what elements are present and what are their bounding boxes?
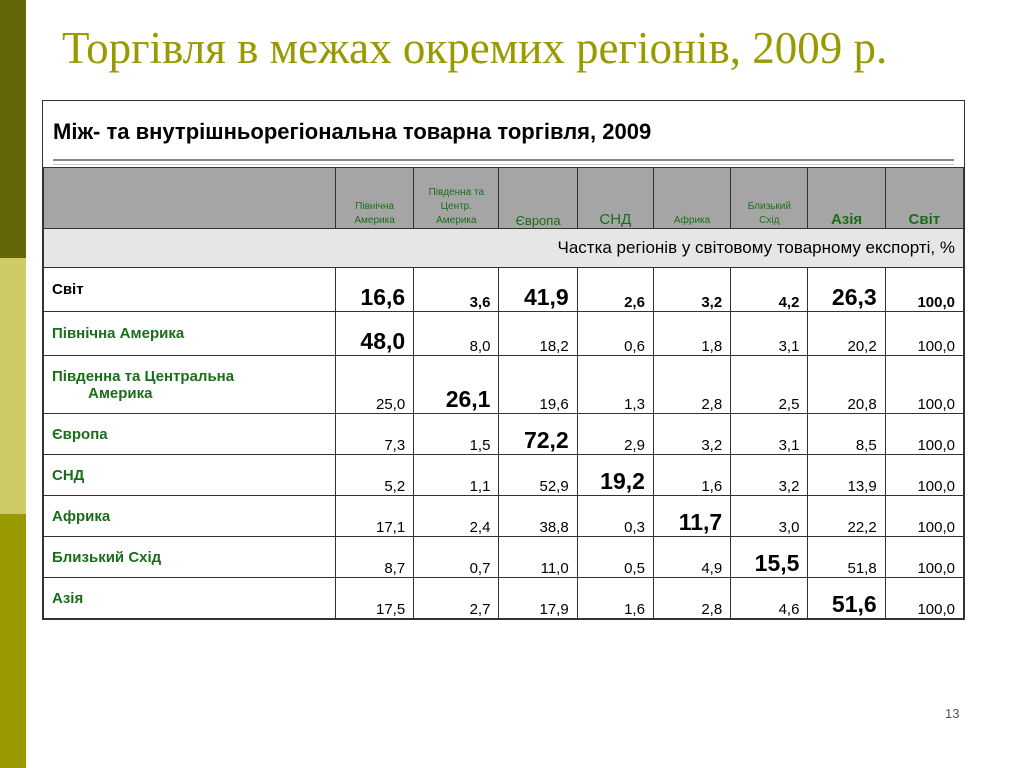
col-header-middle-east: Близький Схід — [731, 168, 808, 229]
row-label-text: Північна Америка — [52, 325, 185, 342]
cell-value: 1,8 — [701, 338, 723, 355]
table-cell — [653, 496, 730, 537]
cell-value: 8,5 — [855, 437, 877, 454]
cell-value: 2,4 — [469, 519, 491, 536]
sidebar-block-olive — [0, 514, 26, 768]
cell-value: 26,3 — [831, 284, 877, 310]
table-cell — [653, 578, 730, 619]
cell-value: 2,9 — [624, 437, 645, 454]
table-cell — [731, 537, 808, 578]
cell-value: 3,2 — [778, 478, 800, 495]
cell-value: 20,2 — [847, 338, 877, 355]
cell-value: 100,0 — [917, 519, 955, 536]
cell-value: 16,6 — [360, 284, 406, 310]
cell-value: 2,8 — [701, 601, 723, 618]
column-header-row — [44, 168, 964, 229]
table-cell — [653, 312, 730, 356]
table-cell — [731, 356, 808, 414]
table-cell — [885, 578, 963, 619]
cell-value: 38,8 — [539, 519, 569, 536]
table-cell — [808, 414, 885, 455]
col-header-cis: СНД — [577, 168, 653, 229]
table-row — [44, 268, 964, 312]
table-cell — [808, 268, 885, 312]
table-cell — [577, 496, 653, 537]
table-cell — [577, 537, 653, 578]
cell-value: 100,0 — [917, 478, 955, 495]
table-cell — [653, 268, 730, 312]
table-cell — [808, 578, 885, 619]
cell-value: 3,1 — [778, 338, 800, 355]
table-row — [44, 537, 964, 578]
cell-value: 22,2 — [847, 519, 877, 536]
cell-value: 7,3 — [384, 437, 406, 454]
cell-value: 0,7 — [469, 560, 491, 577]
table-cell — [414, 312, 499, 356]
table-cell — [731, 414, 808, 455]
row-label-text: Близький Схід — [52, 548, 162, 566]
cell-value: 4,9 — [701, 560, 723, 577]
subheader-row — [44, 229, 964, 268]
table-cell — [808, 496, 885, 537]
cell-value: 1,6 — [701, 478, 723, 495]
cell-value: 48,0 — [360, 328, 406, 354]
table-cell — [499, 312, 577, 356]
row-label — [44, 578, 336, 619]
cell-value: 18,2 — [539, 338, 569, 355]
table-cell — [499, 268, 577, 312]
table-cell — [335, 268, 413, 312]
cell-value: 4,6 — [778, 601, 800, 618]
table-row — [44, 455, 964, 496]
table-cell — [653, 356, 730, 414]
trade-table — [43, 167, 964, 619]
cell-value: 3,2 — [701, 294, 723, 311]
cell-value: 1,6 — [624, 601, 645, 618]
sidebar-block-light — [0, 258, 26, 514]
table-cell — [577, 414, 653, 455]
cell-value: 3,1 — [778, 437, 800, 454]
page-number: 13 — [945, 706, 960, 721]
cell-value: 17,5 — [375, 601, 406, 618]
cell-value: 0,6 — [624, 338, 645, 355]
table-cell — [414, 496, 499, 537]
cell-value: 2,6 — [624, 294, 645, 311]
table-cell — [653, 414, 730, 455]
cell-value: 51,8 — [847, 560, 877, 577]
table-cell — [414, 414, 499, 455]
row-label-text: СНД — [52, 466, 85, 484]
cell-value: 19,6 — [539, 396, 569, 413]
table-cell — [577, 455, 653, 496]
table-cell — [885, 537, 963, 578]
table-cell — [414, 356, 499, 414]
table-cell — [731, 496, 808, 537]
table-cell — [499, 496, 577, 537]
table-cell — [577, 268, 653, 312]
cell-value: 4,2 — [778, 294, 800, 311]
cell-value: 100,0 — [917, 294, 955, 311]
table-cell — [499, 414, 577, 455]
table-cell — [499, 356, 577, 414]
export-share-caption: Частка регіонів у світовому товарному експорті, % — [44, 229, 964, 268]
table-cell — [414, 537, 499, 578]
table-cell — [335, 537, 413, 578]
table-cell — [731, 268, 808, 312]
table-cell — [808, 455, 885, 496]
sidebar-decoration — [0, 0, 26, 768]
cell-value: 1,3 — [624, 396, 645, 413]
table-cell — [577, 578, 653, 619]
table-cell — [414, 455, 499, 496]
table-cell — [335, 496, 413, 537]
table-row — [44, 312, 964, 356]
cell-value: 3,2 — [701, 437, 723, 454]
table-cell — [414, 578, 499, 619]
cell-value: 100,0 — [917, 601, 955, 618]
table-row — [44, 356, 964, 414]
cell-value: 1,1 — [469, 478, 491, 495]
row-label-text: Світ — [52, 281, 84, 298]
cell-value: 100,0 — [917, 338, 955, 355]
cell-value: 100,0 — [917, 560, 955, 577]
cell-value: 17,9 — [539, 601, 569, 618]
row-label — [44, 537, 336, 578]
table-cell — [335, 312, 413, 356]
table-row — [44, 578, 964, 619]
row-label-text-line2: Америка — [88, 384, 153, 402]
table-cell — [808, 312, 885, 356]
table-cell — [808, 356, 885, 414]
trade-table-frame — [42, 100, 965, 620]
col-header-africa: Африка — [653, 168, 730, 229]
cell-value: 26,1 — [445, 386, 491, 412]
col-header-north-america: Північна Америка — [335, 168, 413, 229]
row-label-text: Африка — [52, 507, 111, 525]
table-cell — [885, 356, 963, 414]
table-cell — [335, 414, 413, 455]
cell-value: 2,7 — [469, 601, 491, 618]
col-header-world: Світ — [885, 168, 963, 229]
table-cell — [499, 537, 577, 578]
cell-value: 15,5 — [754, 550, 800, 576]
row-label — [44, 356, 336, 414]
cell-value: 3,6 — [469, 294, 491, 311]
row-label-text: Азія — [52, 589, 84, 607]
cell-value: 8,7 — [384, 560, 406, 577]
table-cell — [414, 268, 499, 312]
table-cell — [335, 455, 413, 496]
row-label — [44, 455, 336, 496]
heading-divider — [53, 159, 954, 165]
col-header-asia: Азія — [808, 168, 885, 229]
cell-value: 100,0 — [917, 437, 955, 454]
table-cell — [885, 414, 963, 455]
cell-value: 11,0 — [540, 560, 569, 577]
cell-value: 5,2 — [384, 478, 406, 495]
cell-value: 1,5 — [469, 437, 491, 454]
corner-cell — [44, 168, 336, 229]
col-header-europe: Європа — [499, 168, 577, 229]
col-header-south-central-america: Південна та Центр. Америка — [414, 168, 499, 229]
cell-value: 8,0 — [469, 338, 491, 355]
row-label — [44, 496, 336, 537]
cell-value: 100,0 — [917, 396, 955, 413]
cell-value: 51,6 — [831, 591, 877, 617]
table-cell — [577, 312, 653, 356]
table-cell — [731, 578, 808, 619]
cell-value: 52,9 — [539, 478, 569, 495]
table-cell — [653, 537, 730, 578]
table-cell — [499, 455, 577, 496]
table-cell — [808, 537, 885, 578]
table-heading: Між- та внутрішньорегіональна товарна торгівля, 2009 — [53, 119, 652, 144]
table-cell — [335, 356, 413, 414]
cell-value: 3,0 — [778, 519, 800, 536]
cell-value: 11,7 — [678, 509, 723, 535]
cell-value: 0,5 — [624, 560, 645, 577]
table-cell — [577, 356, 653, 414]
cell-value: 2,8 — [701, 396, 723, 413]
sidebar-block-dark — [0, 0, 26, 258]
table-cell — [885, 496, 963, 537]
cell-value: 25,0 — [375, 396, 406, 413]
cell-value: 72,2 — [523, 427, 569, 453]
row-label — [44, 414, 336, 455]
table-cell — [885, 312, 963, 356]
cell-value: 17,1 — [375, 519, 406, 536]
cell-value: 2,5 — [778, 396, 800, 413]
table-cell — [653, 455, 730, 496]
table-row — [44, 414, 964, 455]
cell-value: 41,9 — [523, 284, 569, 310]
slide-title: Торгівля в межах окремих регіонів, 2009 р. — [62, 23, 888, 73]
table-row — [44, 496, 964, 537]
row-label-text: Південна та Центральна — [52, 367, 235, 385]
row-label — [44, 268, 336, 312]
row-label-text: Європа — [52, 425, 108, 443]
table-cell — [885, 455, 963, 496]
cell-value: 0,3 — [624, 519, 645, 536]
table-cell — [731, 455, 808, 496]
cell-value: 19,2 — [600, 468, 645, 494]
table-cell — [499, 578, 577, 619]
table-cell — [335, 578, 413, 619]
cell-value: 20,8 — [847, 396, 877, 413]
table-cell — [731, 312, 808, 356]
row-label — [44, 312, 336, 356]
table-cell — [885, 268, 963, 312]
cell-value: 13,9 — [847, 478, 877, 495]
